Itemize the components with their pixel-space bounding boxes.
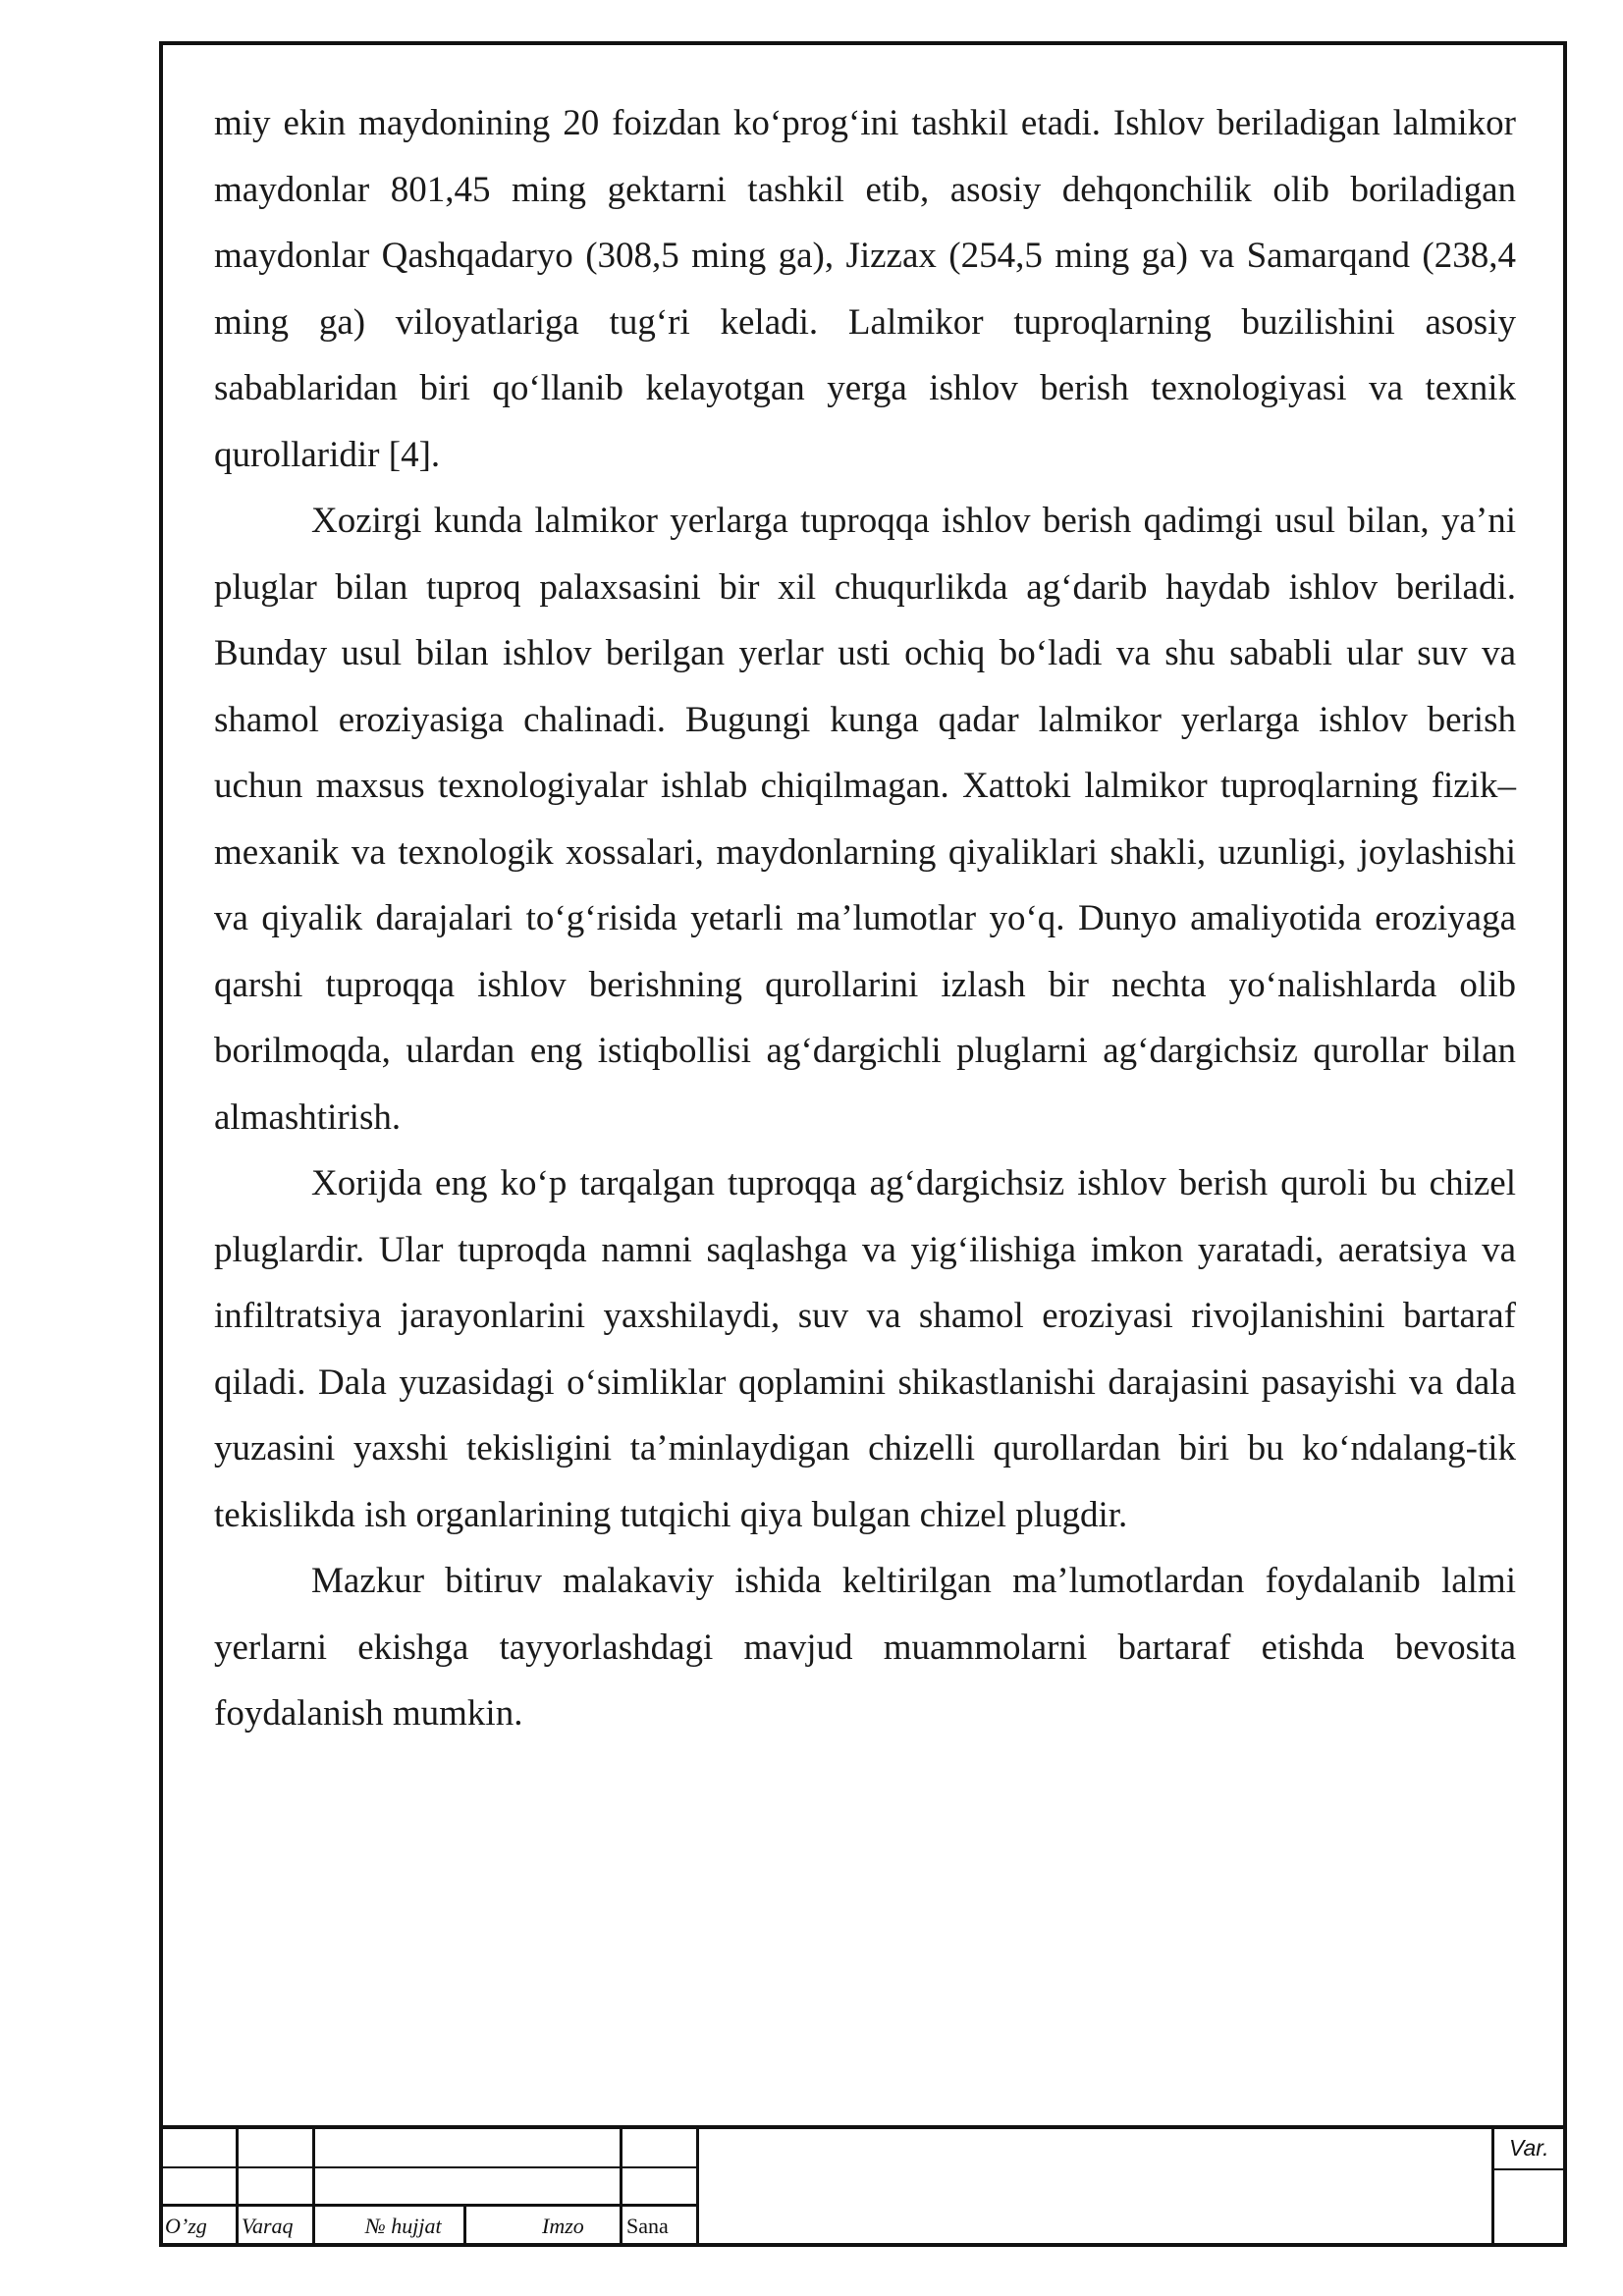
stamp-row-line [159,2204,697,2207]
paragraph-2: Xozirgi kunda lalmikor yerlarga tuproqqa ishlov berish qadimgi usul bilan, ya’ni pluglar bilan tuproq palaxsasini bir xil chuqurlikda ag‘darib haydab ishlov beriladi. Bunday usul bilan ishlov berilgan yerlar usti ochiq bo‘ladi va shu sababli ular suv va shamol eroziyasiga chalinadi. Bugungi kunga qadar lalmikor yerlarga ishlov berish uchun maxsus texnologiyalar ishlab chiqilmagan. Xattoki lalmikor tuproqlarning fizik–mexanik va texnologik xossalari, maydonlarning qiyaliklari shakli, uzunligi, joylashishi va qiyalik darajalari to‘g‘risida yetarli ma’lumotlar yo‘q. Dunyo amaliyotida eroziyaga qarshi tuproqqa ishlov berishning qurollarini izlash bir nechta yo‘nalishlarda olib borilmoqda, ulardan eng istiqbollisi ag‘dargichli pluglarni ag‘dargichsiz qurollar bilan almashtirish. [214,501,1516,1138]
paragraph-1: miy ekin maydonining 20 foizdan ko‘prog‘ini tashkil etadi. Ishlov beriladigan lalmikor maydonlar 801,45 ming gektarni tashkil etib, asosiy dehqonchilik olib boriladigan maydonlar Qashqadaryo (308,5 ming ga), Jizzax (254,5 ming ga) va Samarqand (238,4 ming ga) viloyatlariga tug‘ri keladi. Lalmikor tuproqlarning buzilishini asosiy sabablaridan biri qo‘llanib kelayotgan yerga ishlov berish texnologiyasi va texnik qurollaridir [4]. [214,103,1516,475]
stamp-divider [1491,2129,1494,2247]
stamp-label-sana: Sana [626,2214,669,2238]
stamp-label-var: Var. [1509,2135,1549,2161]
stamp-divider [463,2204,466,2247]
stamp-divider [696,2129,699,2247]
paragraph-4: Mazkur bitiruv malakaviy ishida keltirilgan ma’lumotlardan foydalanib lalmi yerlarni ekishga tayyorlashdagi mavjud muammolarni bartaraf etishda bevosita foydalanish mumkin. [214,1561,1516,1734]
stamp-row-line [1491,2168,1567,2170]
stamp-label-ozg: O’zg [165,2214,207,2238]
stamp-divider [620,2129,622,2247]
document-body [214,90,1516,1747]
stamp-row-line [159,2166,697,2168]
title-block [159,2125,1567,2247]
stamp-label-hujjat: № hujjat [365,2214,442,2238]
stamp-label-varaq: Varaq [242,2214,294,2238]
paragraph-3: Xorijda eng ko‘p tarqalgan tuproqqa ag‘dargichsiz ishlov berish quroli bu chizel pluglardir. Ular tuproqda namni saqlashga va yig‘ilishiga imkon yaratadi, aeratsiya va infiltratsiya jarayonlarini yaxshilaydi, suv va shamol eroziyasi rivojlanishini bartaraf qiladi. Dala yuzasidagi o‘simliklar qoplamini shikastlanishi darajasini pasayishi va dala yuzasini yaxshi tekisligini ta’minlaydigan chizelli qurollardan biri bu ko‘ndalang-tik tekislikda ish organlarining tutqichi qiya bulgan chizel plugdir. [214,1163,1516,1535]
stamp-divider [236,2129,239,2247]
stamp-label-imzo: Imzo [542,2214,584,2238]
stamp-divider [312,2129,315,2247]
